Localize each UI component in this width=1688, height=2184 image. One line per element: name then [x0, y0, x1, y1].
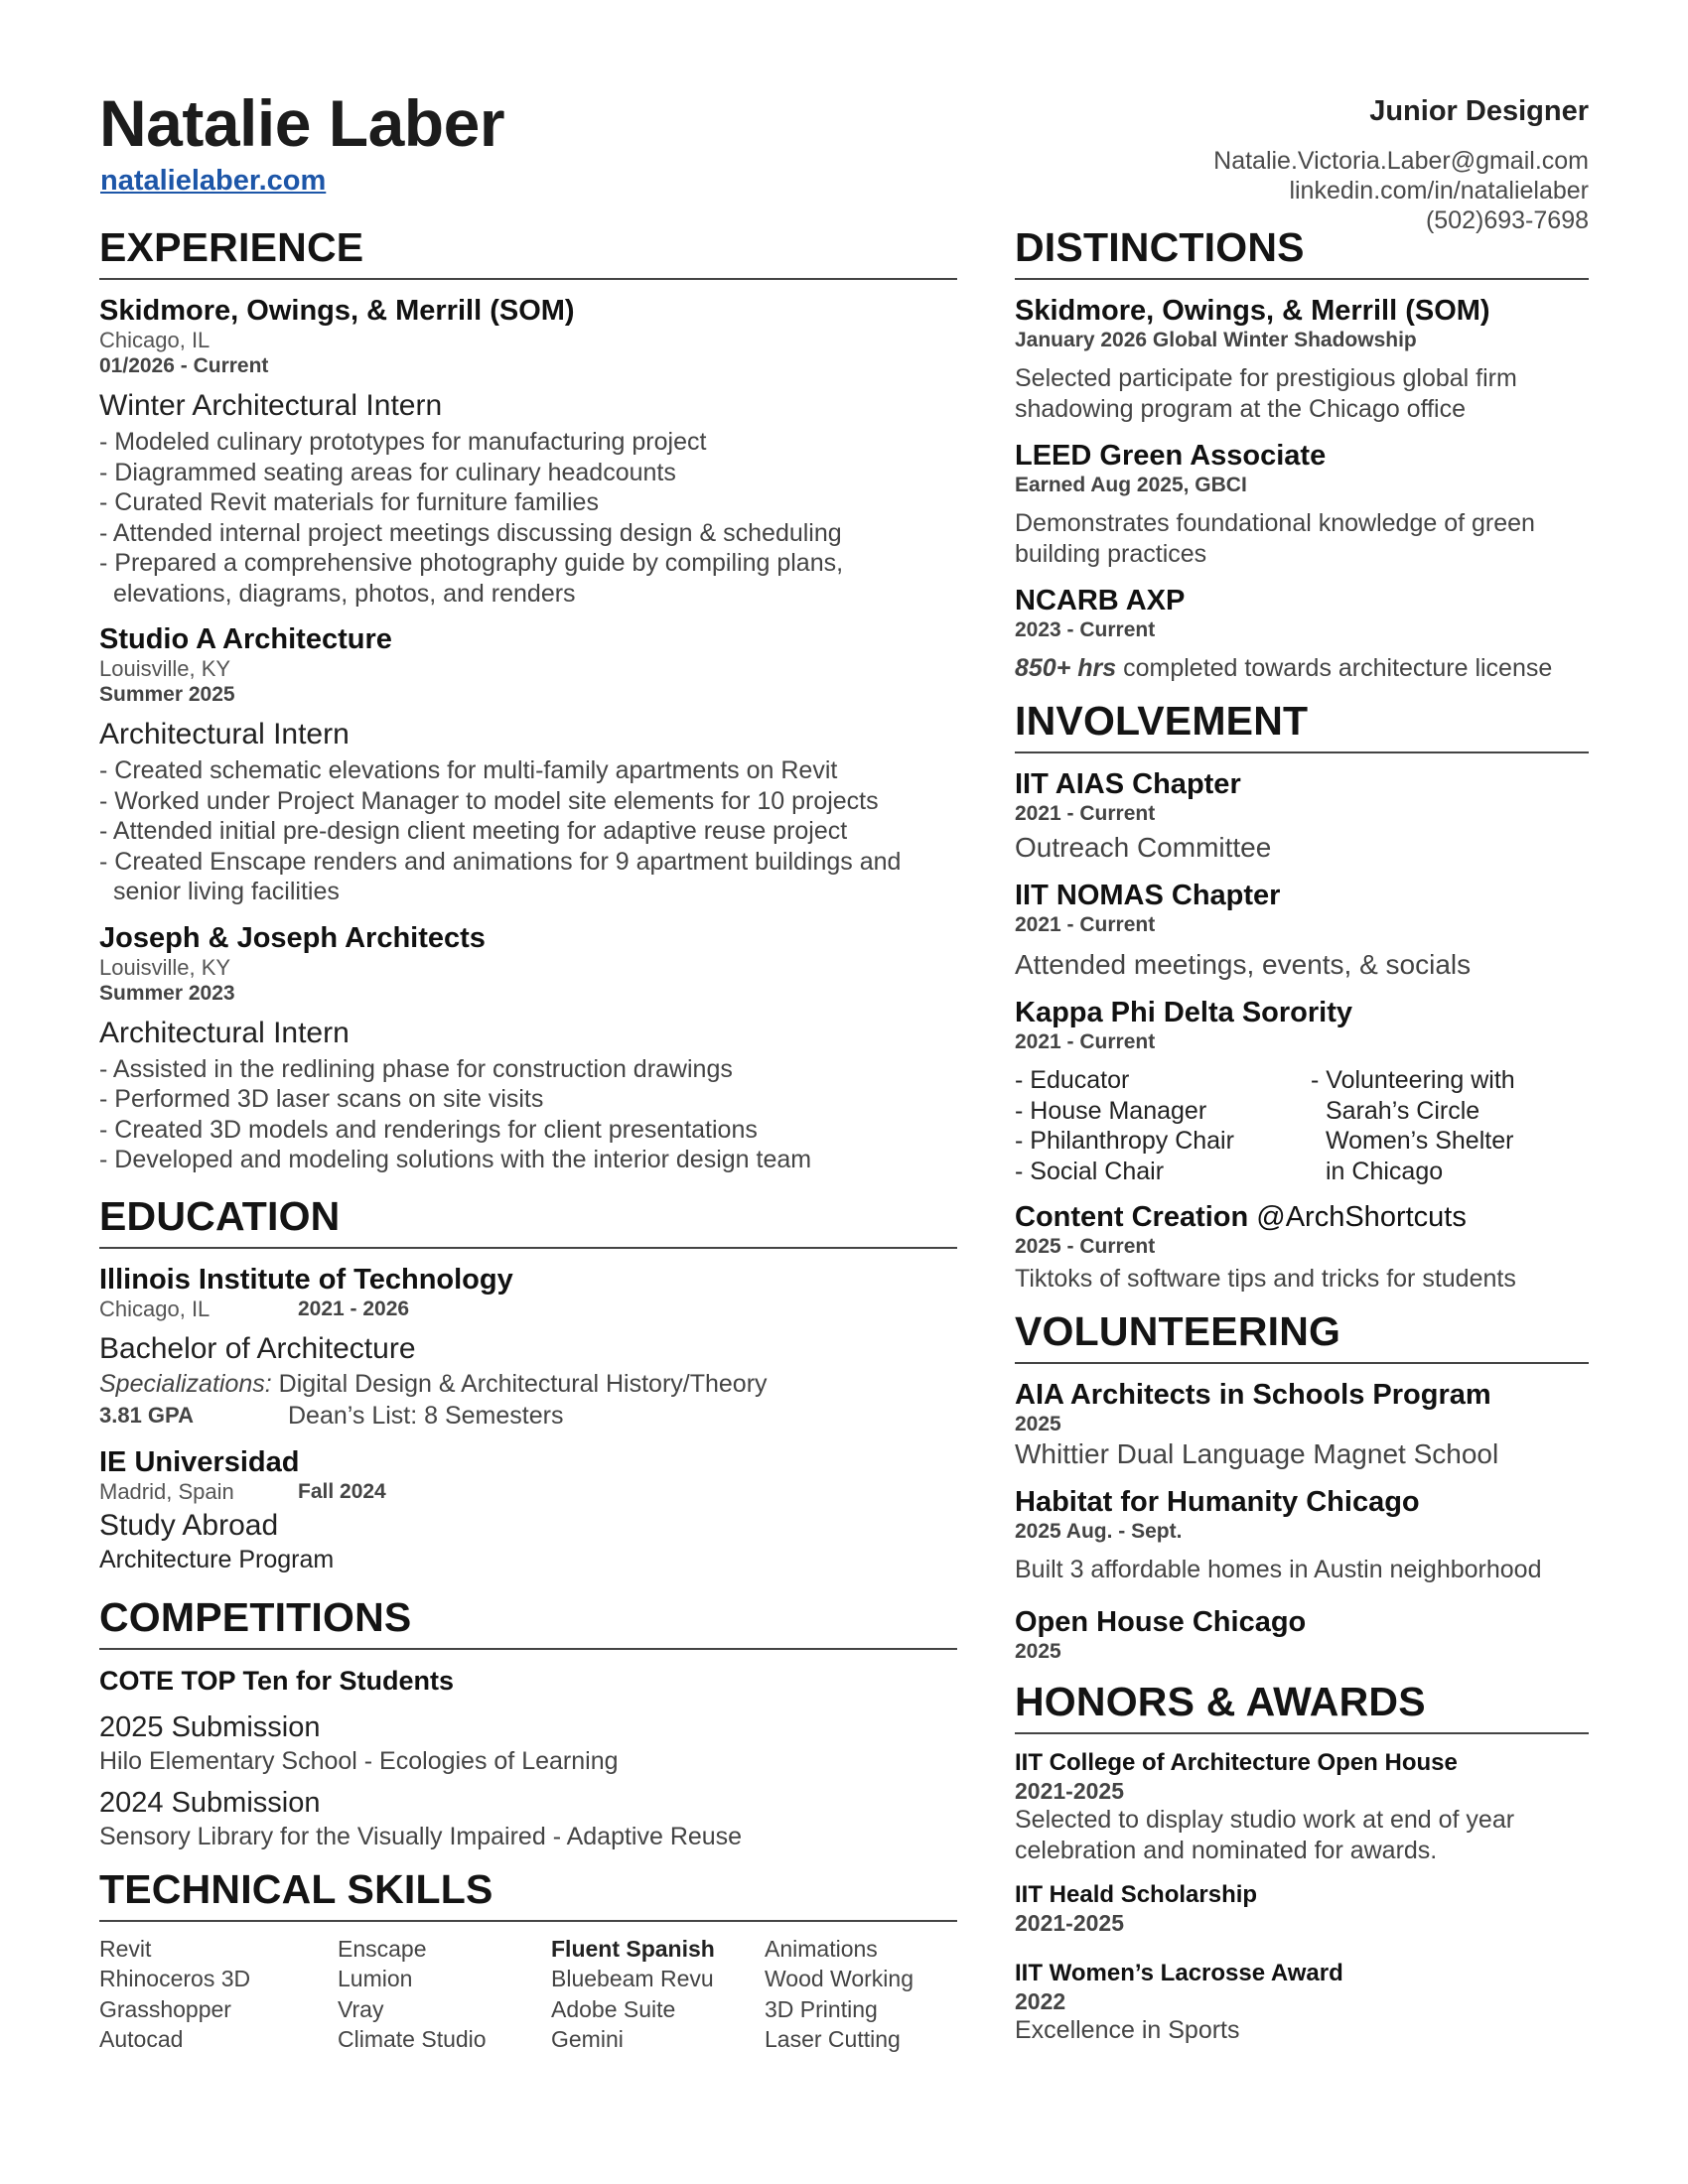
volunteer-date: 2025	[1015, 1640, 1061, 1663]
volunteering-section	[1015, 1308, 1589, 1665]
skill: Autocad	[99, 2026, 184, 2052]
section-divider	[1015, 278, 1589, 280]
bullet: - Created schematic elevations for multi-family apartments on Revit	[99, 756, 838, 784]
volunteer-org: Habitat for Humanity Chicago	[1015, 1486, 1420, 1518]
skill: Lumion	[338, 1966, 413, 1991]
hours-count: 850+ hrs	[1015, 654, 1117, 682]
distinction-entry	[1015, 294, 1589, 425]
job-location: Louisville, KY	[99, 656, 231, 681]
volunteer-date: 2025 Aug. - Sept.	[1015, 1520, 1183, 1543]
skill: Climate Studio	[338, 2026, 487, 2052]
section-divider	[99, 1247, 957, 1249]
school-location: Madrid, Spain	[99, 1478, 234, 1504]
section-title: VOLUNTEERING	[1015, 1308, 1341, 1354]
job-bullets	[99, 755, 957, 907]
section-title: HONORS & AWARDS	[1015, 1679, 1426, 1724]
involvement-desc: Tiktoks of software tips and tricks for students	[1015, 1265, 1516, 1293]
honor-desc: Excellence in Sports	[1015, 2016, 1240, 2044]
job-title: Architectural Intern	[99, 1016, 350, 1049]
skill: Vray	[338, 1995, 384, 2022]
school-name: IE Universidad	[99, 1445, 300, 1478]
involvement-org: Kappa Phi Delta Sorority	[1015, 997, 1353, 1028]
school-meta	[99, 1479, 957, 1505]
skill: 3D Printing	[765, 1995, 878, 2022]
volunteer-date: 2025	[1015, 1413, 1061, 1435]
job-role: Junior Designer	[1369, 95, 1589, 127]
section-divider	[99, 1648, 957, 1650]
job-entry	[99, 294, 957, 609]
volunteer-desc: Built 3 affordable homes in Austin neighborhood	[1015, 1556, 1542, 1583]
hours-text: completed towards architecture license	[1116, 654, 1553, 682]
job-org: Skidmore, Owings, & Merrill (SOM)	[99, 295, 575, 327]
school-date: Fall 2024	[298, 1479, 386, 1503]
involvement-org: IIT AIAS Chapter	[1015, 768, 1241, 800]
degree: Bachelor of Architecture	[99, 1331, 416, 1365]
competition-name: COTE TOP Ten for Students	[99, 1665, 455, 1696]
bullet: - Curated Revit materials for furniture families	[99, 488, 599, 516]
submission-year: 2024 Submission	[99, 1786, 321, 1819]
roles-list	[1015, 1065, 1311, 1186]
school-date: 2021 - 2026	[298, 1297, 410, 1320]
contact-block	[1033, 95, 1589, 235]
skill: Adobe Suite	[551, 1995, 676, 2022]
education-entry	[99, 1445, 957, 1574]
linkedin-link[interactable]: linkedin.com/in/natalielaber	[1289, 177, 1589, 205]
involvement-org	[1015, 1200, 1589, 1234]
distinction-org: LEED Green Associate	[1015, 440, 1327, 472]
volunteer-entry	[1015, 1605, 1589, 1665]
phone-number: (502)693-7698	[1425, 206, 1589, 234]
skill: Rhinoceros 3D	[99, 1966, 251, 1991]
experience-section	[99, 224, 957, 1175]
bullet: - Attended initial pre-design client meeting for adaptive reuse project	[99, 817, 848, 845]
honors-section	[1015, 1679, 1589, 2046]
job-location: Louisville, KY	[99, 954, 231, 980]
section-title: COMPETITIONS	[99, 1593, 412, 1640]
bullet: - Diagrammed seating areas for culinary headcounts	[99, 458, 676, 486]
section-divider	[1015, 751, 1589, 753]
bullet: - Worked under Project Manager to model site elements for 10 projects	[99, 786, 879, 815]
role-item: - Philanthropy Chair	[1015, 1127, 1234, 1155]
involvement-entry	[1015, 1200, 1589, 1295]
submission-project: Hilo Elementary School - Ecologies of Learning	[99, 1746, 619, 1775]
involvement-date: 2025 - Current	[1015, 1235, 1156, 1258]
role-item: - House Manager	[1015, 1096, 1207, 1125]
volunteer-org: AIA Architects in Schools Program	[1015, 1379, 1491, 1411]
role-item: - Educator	[1015, 1066, 1130, 1094]
distinction-date: Earned Aug 2025, GBCI	[1015, 474, 1247, 496]
email-link[interactable]: Natalie.Victoria.Laber@gmail.com	[1213, 147, 1589, 175]
bullet: - Modeled culinary prototypes for manufacturing project	[99, 428, 707, 456]
education-section	[99, 1193, 957, 1574]
distinction-entry	[1015, 584, 1589, 684]
skill: Wood Working	[765, 1966, 914, 1991]
distinction-org: NCARB AXP	[1015, 585, 1186, 616]
involvement-entry	[1015, 767, 1589, 865]
right-column	[1015, 224, 1589, 2060]
section-divider	[1015, 1732, 1589, 1734]
volunteer-entry	[1015, 1378, 1589, 1471]
bullet: - Assisted in the redlining phase for construction drawings	[99, 1054, 733, 1083]
skill: Grasshopper	[99, 1995, 231, 2022]
kappa-roles	[1015, 1065, 1589, 1186]
involvement-date: 2021 - Current	[1015, 1030, 1156, 1053]
honor-name: IIT Women’s Lacrosse Award	[1015, 1960, 1343, 1986]
section-title: INVOLVEMENT	[1015, 698, 1309, 744]
job-entry	[99, 921, 957, 1175]
honor-date: 2022	[1015, 1988, 1066, 2014]
involvement-date: 2021 - Current	[1015, 802, 1156, 825]
distinction-org: Skidmore, Owings, & Merrill (SOM)	[1015, 295, 1490, 327]
honor-entry	[1015, 1959, 1589, 2046]
job-bullets	[99, 1054, 957, 1175]
section-divider	[99, 278, 957, 280]
volunteer-entry	[1015, 1485, 1589, 1585]
job-org: Joseph & Joseph Architects	[99, 921, 486, 954]
honor-entry	[1015, 1748, 1589, 1866]
involvement-desc: Outreach Committee	[1015, 832, 1272, 863]
job-org: Studio A Architecture	[99, 623, 392, 655]
skill: Animations	[765, 1935, 878, 1962]
distinction-desc	[1015, 653, 1589, 684]
gpa-row	[99, 1400, 957, 1432]
distinction-desc: Selected participate for prestigious global firm shadowing program at the Chicago office	[1015, 364, 1517, 423]
section-title: EDUCATION	[99, 1192, 341, 1239]
involvement-date: 2021 - Current	[1015, 913, 1156, 936]
volunteer-desc: Whittier Dual Language Magnet School	[1015, 1438, 1499, 1469]
submission-project: Sensory Library for the Visually Impaired - Adaptive Reuse	[99, 1822, 743, 1850]
job-bullets	[99, 427, 957, 609]
gpa: 3.81 GPA	[99, 1402, 194, 1428]
bullet: - Created Enscape renders and animations for 9 apartment buildings and senior living facilities	[99, 847, 902, 905]
skill: Revit	[99, 1935, 152, 1962]
involvement-org: IIT NOMAS Chapter	[1015, 880, 1281, 911]
program: Study Abroad	[99, 1508, 279, 1542]
job-date: 01/2026 - Current	[99, 354, 269, 377]
job-entry	[99, 622, 957, 907]
involvement-section	[1015, 698, 1589, 1295]
distinction-desc: Demonstrates foundational knowledge of green building practices	[1015, 509, 1535, 568]
role-item: - Social Chair	[1015, 1157, 1165, 1185]
school-name: Illinois Institute of Technology	[99, 1263, 513, 1296]
role-item: - Volunteering with Sarah’s Circle Women’s Shelter in Chicago	[1311, 1066, 1515, 1185]
section-divider	[99, 1920, 957, 1922]
section-title: DISTINCTIONS	[1015, 224, 1305, 270]
education-entry	[99, 1263, 957, 1432]
distinction-date: January 2026 Global Winter Shadowship	[1015, 329, 1417, 351]
skills-grid	[99, 1934, 957, 2055]
skills-section	[99, 1866, 957, 2055]
competitions-section	[99, 1594, 957, 1852]
honor-entry	[1015, 1880, 1589, 1937]
skill: Laser Cutting	[765, 2026, 901, 2052]
honor-date: 2021-2025	[1015, 1778, 1124, 1804]
honor-name: IIT College of Architecture Open House	[1015, 1749, 1458, 1776]
bullet: - Prepared a comprehensive photography guide by compiling plans, elevations, diagrams, photos, and renders	[99, 549, 844, 608]
bullet: - Created 3D models and renderings for client presentations	[99, 1115, 758, 1144]
job-date: Summer 2025	[99, 683, 235, 706]
honor-date: 2021-2025	[1015, 1910, 1124, 1936]
submission-year: 2025 Submission	[99, 1710, 321, 1743]
bullet: - Developed and modeling solutions with the interior design team	[99, 1146, 812, 1173]
spec-label: Specializations:	[99, 1369, 272, 1398]
involvement-entry	[1015, 996, 1589, 1186]
honor-desc: Selected to display studio work at end of year celebration and nominated for awards.	[1015, 1806, 1515, 1864]
job-title: Winter Architectural Intern	[99, 389, 443, 422]
school-meta	[99, 1297, 957, 1322]
job-location: Chicago, IL	[99, 328, 211, 352]
skill: Enscape	[338, 1935, 427, 1962]
specializations	[99, 1368, 957, 1400]
distinctions-section	[1015, 224, 1589, 684]
involvement-desc: Attended meetings, events, & socials	[1015, 949, 1472, 980]
school-location: Chicago, IL	[99, 1296, 211, 1321]
content-handle: @ArchShortcuts	[1248, 1201, 1467, 1233]
skill: Gemini	[551, 2026, 624, 2052]
volunteer-org: Open House Chicago	[1015, 1606, 1307, 1638]
involvement-entry	[1015, 879, 1589, 982]
volunteer-list	[1311, 1065, 1529, 1186]
job-date: Summer 2023	[99, 981, 235, 1005]
section-title: EXPERIENCE	[99, 224, 364, 270]
skill: Bluebeam Revu	[551, 1966, 714, 1991]
program-sub: Architecture Program	[99, 1545, 335, 1573]
deans-list: Dean’s List: 8 Semesters	[288, 1401, 564, 1430]
skill: Fluent Spanish	[551, 1935, 715, 1962]
bullet: - Attended internal project meetings discussing design & scheduling	[99, 518, 842, 547]
spec-value: Digital Design & Architectural History/Theory	[278, 1369, 768, 1398]
bullet: - Performed 3D laser scans on site visits	[99, 1085, 544, 1113]
job-title: Architectural Intern	[99, 718, 350, 751]
distinction-entry	[1015, 439, 1589, 570]
honor-name: IIT Heald Scholarship	[1015, 1881, 1258, 1908]
section-title: TECHNICAL SKILLS	[99, 1865, 493, 1912]
website-link[interactable]: natalielaber.com	[100, 165, 327, 197]
applicant-name: Natalie Laber	[99, 86, 504, 160]
distinction-date: 2023 - Current	[1015, 618, 1156, 641]
left-column	[99, 224, 957, 2055]
content-label: Content Creation	[1015, 1201, 1249, 1233]
section-divider	[1015, 1362, 1589, 1364]
